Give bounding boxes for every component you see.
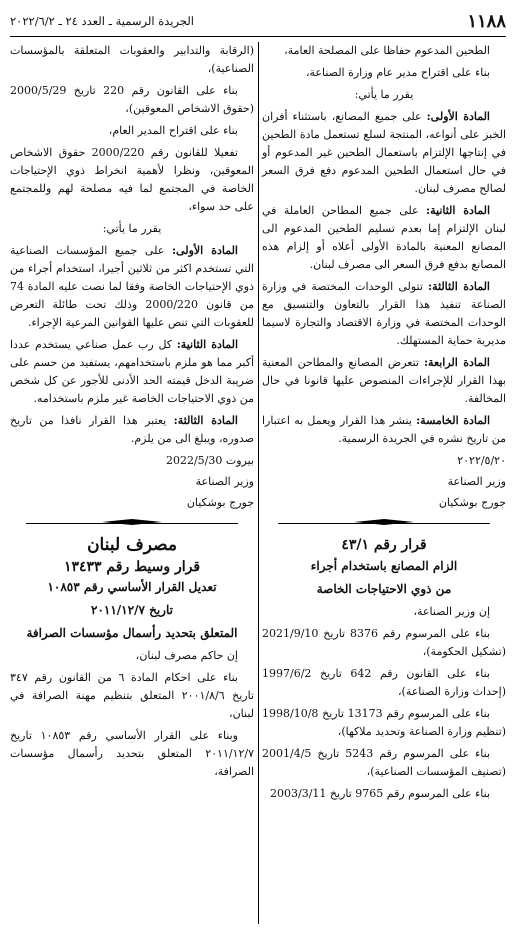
article-label: المادة الأولى:: [171, 244, 238, 257]
whereas-clause: وبناء على القرار الأساسي رقم ١٠٨٥٣ تاريخ ٢٠١١/١٢/٧ المتعلق بتحديد رأسمال مؤسسات الصرافة،: [10, 729, 254, 778]
decision-subject-line-1: تعديل القرار الأساسي رقم ١٠٨٥٣: [47, 580, 217, 594]
signature-name: جورج بوشكيان: [186, 496, 254, 509]
decides-heading: يقرر ما يأتي:: [102, 222, 162, 235]
signature-date: بيروت 2022/5/30: [165, 454, 254, 467]
article-1: [262, 108, 506, 198]
whereas-clause: بناء على المرسوم رقم 8376 تاريخ 2021/9/10 (تشكيل الحكومة)،: [262, 627, 506, 658]
article-1: [10, 242, 254, 332]
paragraph: بناء على اقتراح مدير عام وزارة الصناعة،: [305, 66, 490, 79]
column-divider: [258, 42, 259, 924]
article-text: كل رب عمل صناعي يستخدم عددا أكبر مما هو ملزم باستخدامهم، يستفيد من حسم على ضريبة الدخل قيمته الحد الأدنى للأجور عن كل شخص من ذوي الاحتياجات الخاصة غير ملزم باستخدامه.: [10, 338, 254, 405]
article-label: المادة الثالثة:: [173, 414, 238, 427]
article-text: تتعرض المصانع والمطاحن المعنية بهذا القرار للإجراءات المنصوص عليها قانونا في حال المخالفة.: [262, 356, 506, 405]
article-2: [10, 336, 254, 408]
article-3: [10, 412, 254, 448]
paragraph: الطحين المدعوم حفاظا على المصلحة العامة،: [284, 44, 490, 57]
article-label: المادة الثانية:: [426, 204, 490, 217]
page-number: ١١٨٨: [467, 10, 506, 32]
signature-title: وزير الصناعة: [195, 475, 254, 488]
whereas-clause: بناء على القانون رقم 642 تاريخ 1997/6/2 (إحداث وزارة الصناعة)،: [262, 667, 506, 698]
article-label: المادة الخامسة:: [416, 414, 490, 427]
section-separator: [278, 518, 490, 530]
whereas-clause: بناء على المرسوم رقم 5243 تاريخ 2001/4/5 (تصنيف المؤسسات الصناعية)،: [262, 747, 506, 778]
article-text: على جميع المطاحن العاملة في لبنان الإلتزام إما بعدم تسليم الطحين المدعوم الى المصانع المعنية بالمادة الأولى أعلاه أو إلزام هذه المصانع بدفع فرق السعر الى مصرف لبنان.: [262, 204, 506, 271]
section-separator: [26, 518, 238, 530]
whereas-clause: بناء على المرسوم رقم 13173 تاريخ 1998/10/8 (تنظيم وزارة الصناعة وتحديد ملاكها)،: [262, 707, 506, 738]
whereas-clause: بناء على المرسوم رقم 9765 تاريخ 2003/3/11: [270, 787, 490, 800]
article-label: المادة الأولى:: [426, 110, 490, 123]
left-column: [10, 42, 254, 785]
article-4: [262, 354, 506, 408]
article-3: [262, 278, 506, 350]
article-2: [262, 202, 506, 274]
gazette-issue-info: الجريدة الرسمية ـ العدد ٢٤ ـ ٢٠٢٢/٦/٢: [10, 14, 194, 28]
decision-subject-line-1: الزام المصانع باستخدام أجراء: [310, 559, 458, 573]
article-label: المادة الثالثة:: [428, 280, 490, 293]
decision-subject-line-2: تاريخ ٢٠١١/١٢/٧: [91, 603, 173, 617]
article-text: ينشر هذا القرار ويعمل به اعتبارا من تاريخ نشره في الجريدة الرسمية.: [262, 414, 506, 445]
whereas-clause: بناء على اقتراح المدير العام،: [108, 124, 238, 137]
article-text: يعتبر هذا القرار نافذا من تاريخ صدوره، ويبلغ الى من يلزم.: [10, 414, 254, 445]
signature-name: جورج بوشكيان: [438, 496, 506, 509]
whereas-clause: بناء على القانون رقم 220 تاريخ 2000/5/29 (حقوق الاشخاص المعوقين)،: [10, 84, 254, 115]
article-label: المادة الرابعة:: [423, 356, 490, 369]
decision-subject-line-3: المتعلق بتحديد رأسمال مؤسسات الصرافة: [26, 626, 238, 640]
article-5: [262, 412, 506, 448]
institution-title: مصرف لبنان: [87, 535, 177, 555]
right-column: [262, 42, 506, 807]
paragraph: (الرقابة والتدابير والعقوبات المتعلقة بالمؤسسات الصناعية)،: [10, 44, 254, 75]
signature-title: وزير الصناعة: [447, 475, 506, 488]
article-text: على جميع المؤسسات الصناعية التي تستخدم اكثر من ثلاثين أجيرا، استخدام أجراء من ذوي الإحتياجات الخاصة وفقا لما نصت عليه المادة 74 من قانون 2000/220 وذلك تحت طائلة التعرض للعقوبات التي تنص عليها القوانين المرعية الإجراء.: [10, 244, 254, 329]
decision-intro: إن حاكم مصرف لبنان،: [135, 649, 238, 662]
header-rule: [10, 36, 506, 37]
decision-subject-line-2: من ذوي الاحتياجات الخاصة: [316, 582, 452, 596]
decision-title: قرار وسيط رقم ١٣٤٣٣: [63, 559, 201, 575]
signature-date: ٢٠٢٢/٥/٢٠: [457, 454, 506, 467]
paragraph: تفعيلا للقانون رقم 2000/220 حقوق الاشخاص المعوقين، ونظرا لأهمية انخراط ذوي الإحتياجات الخاصة في المجتمع لما فيه مصلحة لهم وللمجتمع على حد سواء،: [10, 146, 254, 213]
article-label: المادة الثانية:: [176, 338, 239, 351]
whereas-clause: بناء على احكام المادة ٦ من القانون رقم ٣٤٧ تاريخ ٢٠٠١/٨/٦ المتعلق بتنظيم مهنة الصرافة في لبنان،: [10, 671, 254, 720]
page-header: [10, 8, 506, 34]
decision-intro: إن وزير الصناعة،: [413, 605, 490, 618]
decision-title: قرار رقم ٤٣/١: [341, 537, 427, 553]
article-text: على جميع المصانع، باستثناء أفران الخبز على أنواعه، المنتجة لسلع تستعمل مادة الطحين في إنتاجها الإلتزام باستعمال الطحين غير المدعوم أو في حال استعمال الطحين المدعوم دفع فرق السعر لصالح مصرف لبنان.: [262, 110, 506, 195]
decides-heading: يقرر ما يأتي:: [354, 88, 414, 101]
article-text: تتولى الوحدات المختصة في وزارة الصناعة تنفيذ هذا القرار بالتعاون والتنسيق مع الوحدات المختصة في وزارة الاقتصاد والتجارة لاسيما مديرية حماية المستهلك.: [262, 280, 506, 347]
